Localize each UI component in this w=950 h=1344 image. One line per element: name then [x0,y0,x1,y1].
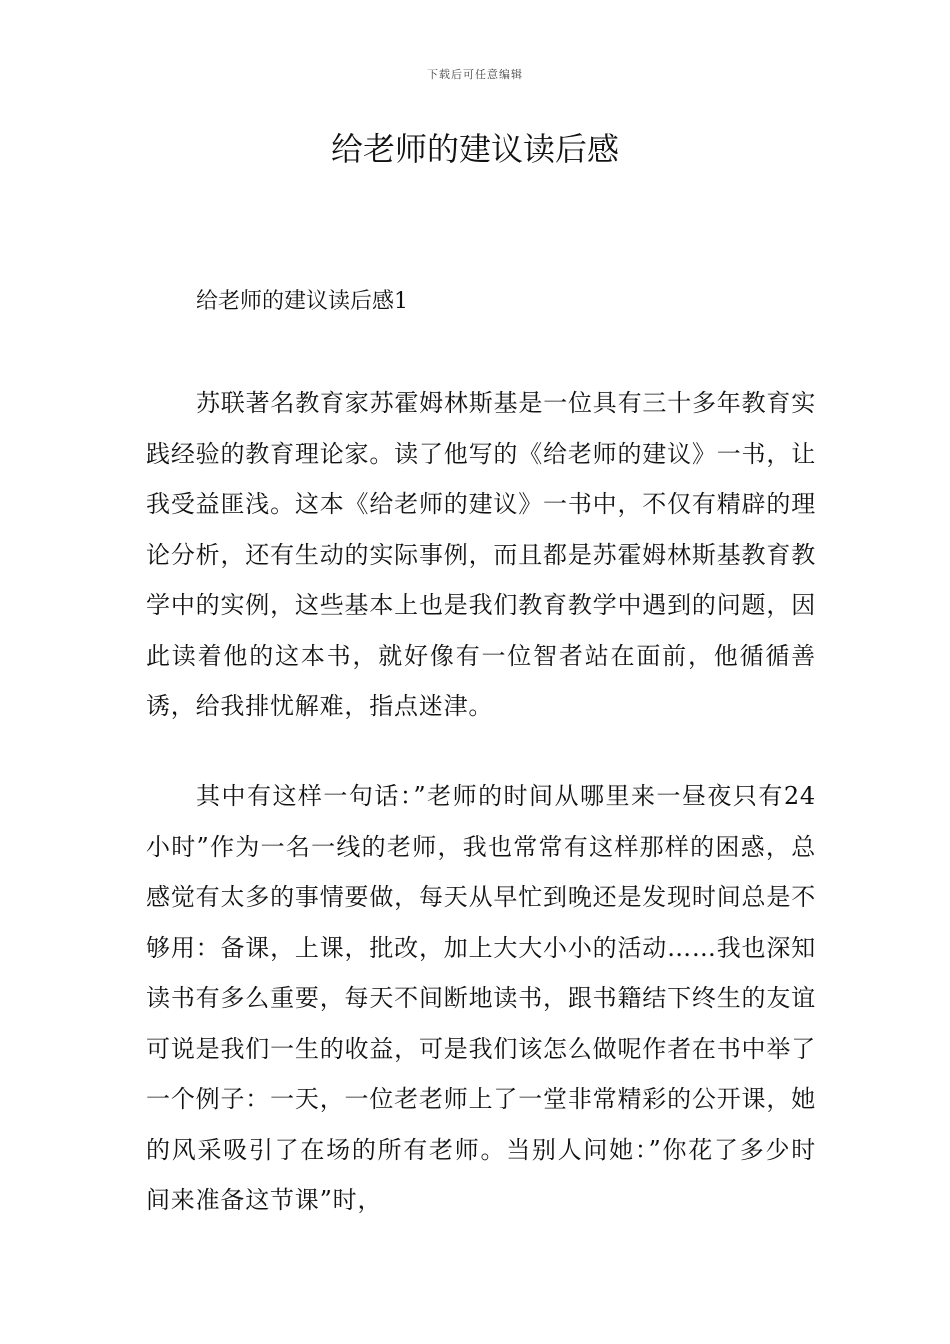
document-title: 给老师的建议读后感 [330,130,619,168]
header-note: 下载后可任意编辑 [427,68,523,81]
paragraph-2: 其中有这样一句话：”老师的时间从哪里来一昼夜只有24小时”作为一名一线的老师，我也常常有这样那样的困惑，总感觉有太多的事情要做，每天从早忙到晚还是发现时间总是不够用：备课，上课，批改，加上大大小小的活动……我也深知读书有多么重要，每天不间断地读书，跟书籍结下终生的友谊可说是我们一生的收益，可是我们该怎么做呢作者在书中举了一个例子：一天，一位老老师上了一堂非常精彩的公开课，她的风采吸引了在场的所有老师。当别人问她：”你花了多少时间来准备这节课”时， [146,782,816,1214]
section-heading: 给老师的建议读后感1 [196,289,408,314]
paragraph-1: 苏联著名教育家苏霍姆林斯基是一位具有三十多年教育实践经验的教育理论家。读了他写的《给老师的建议》一书，让我受益匪浅。这本《给老师的建议》一书中，不仅有精辟的理论分析，还有生动的实际事例，而且都是苏霍姆林斯基教育教学中的实例，这些基本上也是我们教育教学中遇到的问题，因此读着他的这本书，就好像有一位智者站在面前，他循循善诱，给我排忧解难，指点迷津。 [146,389,816,720]
